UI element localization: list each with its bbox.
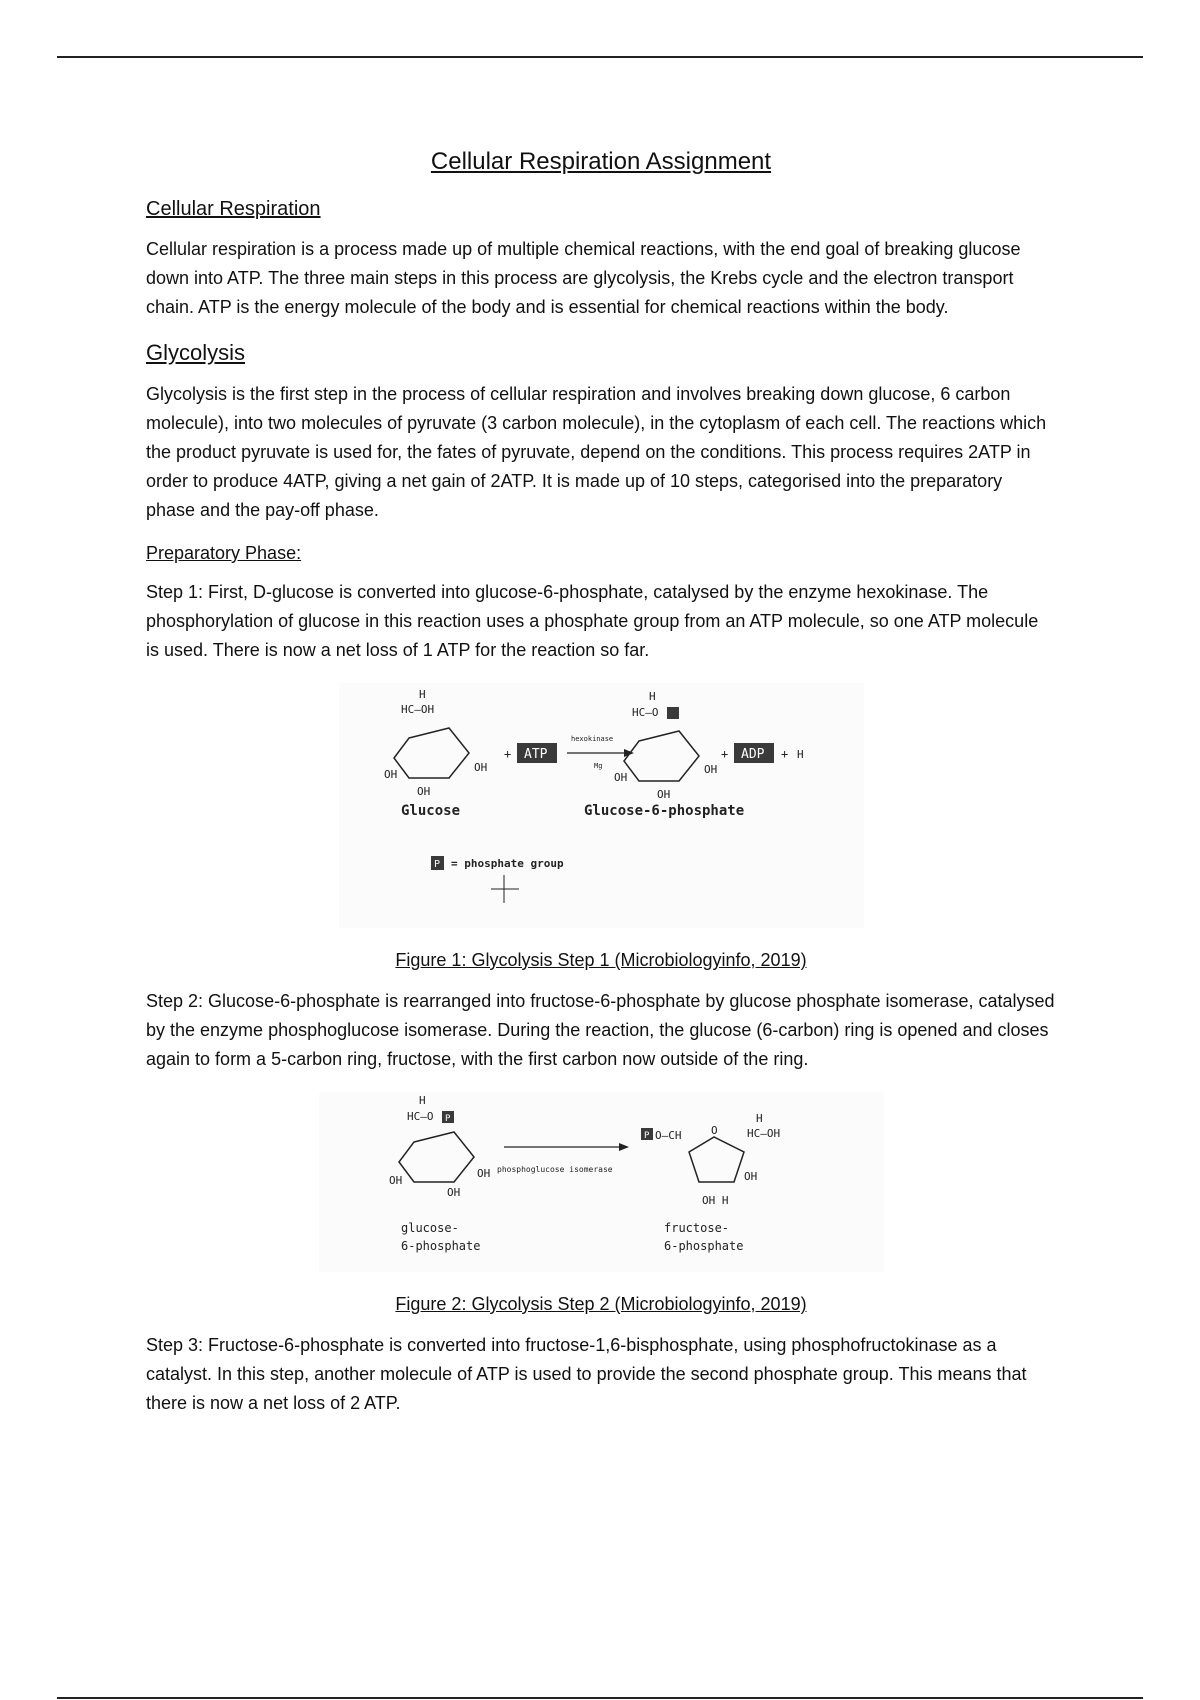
fig2-right-label-1: fructose-	[663, 1221, 729, 1235]
document-page	[146, 140, 1056, 1436]
fig2-arrowhead-icon	[619, 1143, 629, 1151]
svg-text:OH: OH	[446, 1186, 460, 1199]
svg-text:H: H	[755, 1112, 763, 1125]
svg-text:H: H	[418, 688, 426, 701]
fig2-right-label-2: 6-phosphate	[663, 1239, 743, 1253]
glucose-6-phosphate-ring	[389, 1094, 490, 1199]
paragraph-step-1: Step 1: First, D-glucose is converted into glucose-6-phosphate, catalysed by the enzyme hexokinase. The phosphorylation of glucose in this reaction uses a phosphate group from an ATP molecule, so one ATP molecule is used. There is now a net loss of 1 ATP for the reaction so far.	[146, 582, 1039, 660]
fig2-left-label-1: glucose-	[400, 1221, 459, 1235]
phosphate-legend-text: = phosphate group	[450, 857, 564, 870]
svg-text:HC–O: HC–O	[631, 706, 658, 719]
fructose-6-phosphate-ring	[641, 1112, 780, 1207]
svg-text:H: H	[648, 690, 656, 703]
heading-glycolysis: Glycolysis	[146, 340, 246, 365]
figure-2-caption: Figure 2: Glycolysis Step 2 (Microbiologyinfo, 2019)	[395, 1294, 807, 1314]
atp-label: ATP	[523, 747, 547, 762]
glucose-molecule	[384, 688, 487, 798]
fig2-enzyme-label: phosphoglucose isomerase	[496, 1165, 613, 1174]
svg-text:HC–O: HC–O	[406, 1110, 433, 1123]
proton-label: H	[796, 748, 804, 761]
svg-text:H: H	[418, 1094, 426, 1107]
figure-glycolysis-step-2	[319, 1092, 884, 1272]
phosphate-legend-p: P	[433, 859, 440, 870]
glucose-6-phosphate-molecule	[614, 690, 717, 801]
svg-text:OH: OH	[613, 771, 627, 784]
plus-sign-2: +	[720, 747, 728, 761]
figure-glycolysis-step-1	[339, 683, 864, 928]
paragraph-step-3: Step 3: Fructose-6-phosphate is converted into fructose-1,6-bisphosphate, using phosphofructokinase as a catalyst. In this step, another molecule of ATP is used to provide the second phosphate group. This means that there is now a net loss of 2 ATP.	[146, 1335, 1027, 1413]
paragraph-glycolysis: Glycolysis is the first step in the process of cellular respiration and involves breaking down glucose, 6 carbon molecule), into two molecules of pyruvate (3 carbon molecule), in the cytoplasm of each cell. The reactions which the product pyruvate is used for, the fates of pyruvate, depend on the conditions. This process requires 2ATP in order to produce 4ATP, giving a net gain of 2ATP. It is made up of 10 steps, categorised into the preparatory phase and the pay-off phase.	[146, 384, 1047, 520]
svg-text:OH: OH	[476, 1167, 490, 1180]
svg-text:OH: OH	[473, 761, 487, 774]
glucose-6-phosphate-label: Glucose-6-phosphate	[583, 803, 744, 819]
enzyme-label: hexokinase	[570, 735, 613, 743]
svg-text:O: O	[710, 1124, 718, 1137]
svg-text:OH: OH	[416, 785, 430, 798]
svg-text:HC–OH: HC–OH	[746, 1127, 780, 1140]
plus-sign-1: +	[503, 747, 511, 761]
svg-text:OH H: OH H	[701, 1194, 728, 1207]
svg-text:OH: OH	[656, 788, 670, 801]
glucose-label: Glucose	[400, 803, 460, 819]
header-rule	[57, 56, 1143, 58]
cofactor-label: Mg	[593, 762, 602, 770]
footer-rule	[57, 1697, 1143, 1699]
document-title: Cellular Respiration Assignment	[430, 148, 772, 175]
svg-text:O–CH: O–CH	[654, 1129, 681, 1142]
fig2-left-p: P	[444, 1114, 450, 1124]
paragraph-step-2: Step 2: Glucose-6-phosphate is rearranged into fructose-6-phosphate by glucose phosphate isomerase, catalysed by the enzyme phosphoglucose isomerase. During the reaction, the glucose (6-carbon) ring is opened and closes again to form a 5-carbon ring, fructose, with the first carbon now outside of the ring.	[146, 991, 1055, 1069]
svg-text:HC–OH: HC–OH	[400, 703, 434, 716]
fig2-left-label-2: 6-phosphate	[400, 1239, 480, 1253]
svg-text:OH: OH	[703, 763, 717, 776]
heading-preparatory-phase: Preparatory Phase:	[146, 543, 302, 563]
figure-1-caption: Figure 1: Glycolysis Step 1 (Microbiologyinfo, 2019)	[395, 950, 807, 970]
svg-text:OH: OH	[743, 1170, 757, 1183]
phosphate-structure	[491, 875, 519, 903]
plus-sign-3: +	[780, 747, 788, 761]
figure-2-diagram	[319, 1092, 884, 1272]
heading-cellular-respiration: Cellular Respiration	[146, 198, 321, 220]
figure-1-diagram	[339, 683, 864, 928]
adp-label: ADP	[740, 747, 764, 762]
svg-text:OH: OH	[388, 1174, 402, 1187]
fig2-right-p: P	[643, 1131, 649, 1141]
svg-text:OH: OH	[383, 768, 397, 781]
paragraph-cellular-respiration: Cellular respiration is a process made up of multiple chemical reactions, with the end goal of breaking glucose down into ATP. The three main steps in this process are glycolysis, the Krebs cycle and the electron transport chain. ATP is the energy molecule of the body and is essential for chemical reactions within the body.	[146, 239, 1021, 317]
